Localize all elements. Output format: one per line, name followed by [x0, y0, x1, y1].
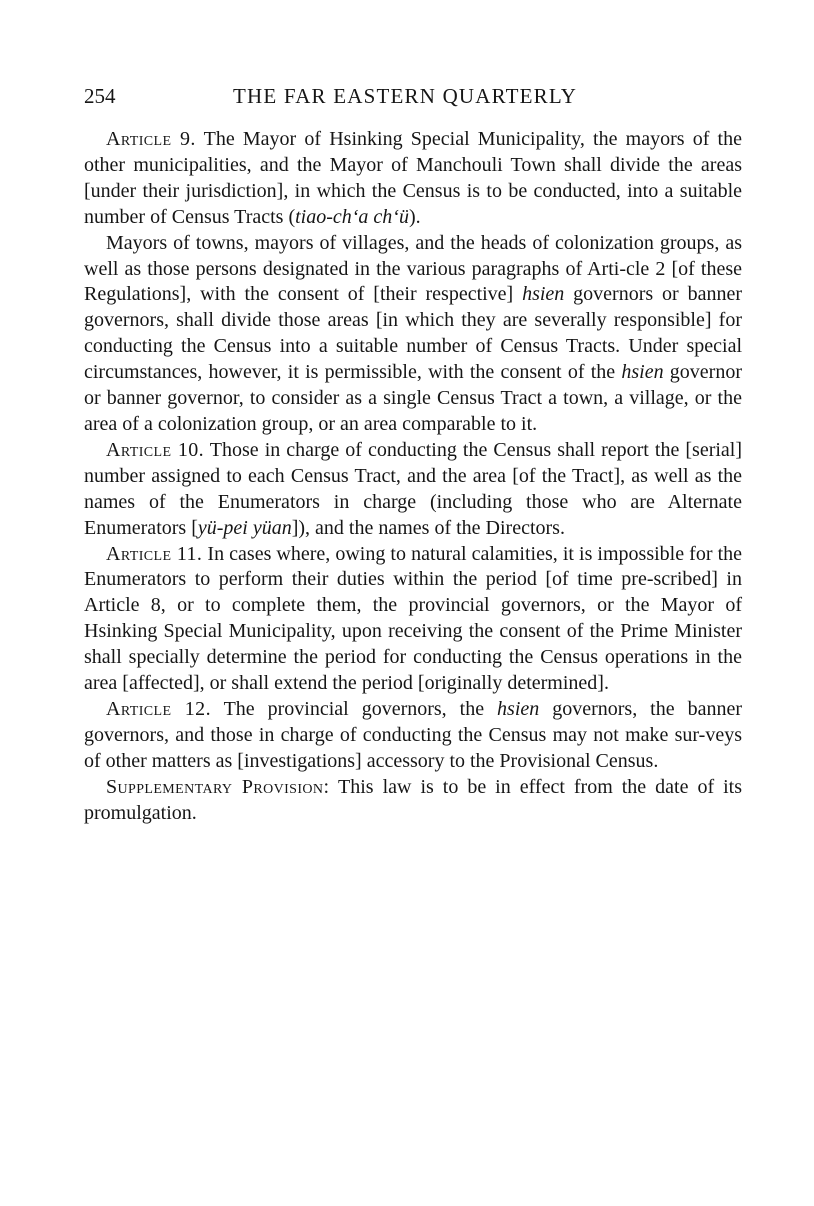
text-run: The provincial governors, the	[210, 697, 498, 720]
text-run: governors or banner governors, shall divide those areas [in which they are severally responsible] for conducting the Census into a suitable number of Census Tracts. Under special circumstances, however, it is permissible, with the consent of the	[84, 283, 742, 384]
text-run: governor or banner governor, to consider as a single Census Tract a town, a village, or the area of a colonization group, or an area comparable to it.	[84, 361, 742, 435]
text-run: ).	[408, 205, 421, 228]
text-run: ]), and the names of the Directors.	[291, 516, 565, 539]
text-run: In cases where, owing to natural calamities, it is impossible for the Enumerators to perform their duties within the period [of time pre-scribed] in Article 8, or to complete them, the provincial governors, or the Mayor of Hsinking Special Municipality, upon receiving the consent of the Prime Minister shall specially determine the period for conducting the Census operations in the area [affected], or shall extend the period [originally determined].	[84, 542, 743, 695]
article-10-heading: Article 10.	[106, 438, 205, 461]
text-run: This law is to be in effect from the date of its promulgation.	[84, 775, 743, 824]
italic-term: hsien	[621, 361, 664, 384]
italic-term: tiao-ch‘a ch‘ü	[295, 205, 409, 228]
paragraph-article-9-continued	[84, 231, 742, 438]
article-9-heading: Article 9.	[106, 128, 196, 150]
paragraph-article-10	[84, 438, 742, 542]
body-text	[84, 127, 742, 826]
text-run: Those in charge of conducting the Census shall report the [serial] number assigned to each Census Tract, and the area [of the Tract], as well as the names of the Enumerators in charge (including those who are Alternate Enumerators [	[84, 438, 743, 539]
italic-term: yü-pei yüan	[197, 516, 292, 539]
article-12-heading: Article 12.	[106, 697, 211, 720]
page-number: 254	[84, 84, 116, 108]
paragraph-article-9	[84, 127, 742, 231]
italic-term: hsien	[497, 697, 540, 720]
paragraph-article-12	[84, 697, 742, 775]
paragraph-supplementary-provision	[84, 775, 742, 827]
italic-term: hsien	[522, 283, 565, 306]
supplementary-provision-heading: Supplementary Provision:	[106, 775, 330, 798]
text-run: The Mayor of Hsinking Special Municipality, the mayors of the other municipalities, and the Mayor of Manchouli Town shall divide the areas [under their jurisdiction], in which the Census is to be conducted, into a suitable number of Census Tracts (	[84, 128, 742, 228]
text-run: governors, the banner governors, and those in charge of conducting the Census may not make sur-veys of other matters as [investigations] accessory to the Provisional Census.	[84, 697, 742, 772]
paragraph-article-11	[84, 542, 742, 697]
article-11-heading: Article 11.	[106, 542, 203, 565]
running-head: THE FAR EASTERN QUARTERLY	[233, 84, 578, 108]
text-run: Mayors of towns, mayors of villages, and the heads of colonization groups, as well as those persons designated in the various paragraphs of Arti-cle 2 [of these Regulations], with the consent of [their respective]	[84, 231, 742, 306]
